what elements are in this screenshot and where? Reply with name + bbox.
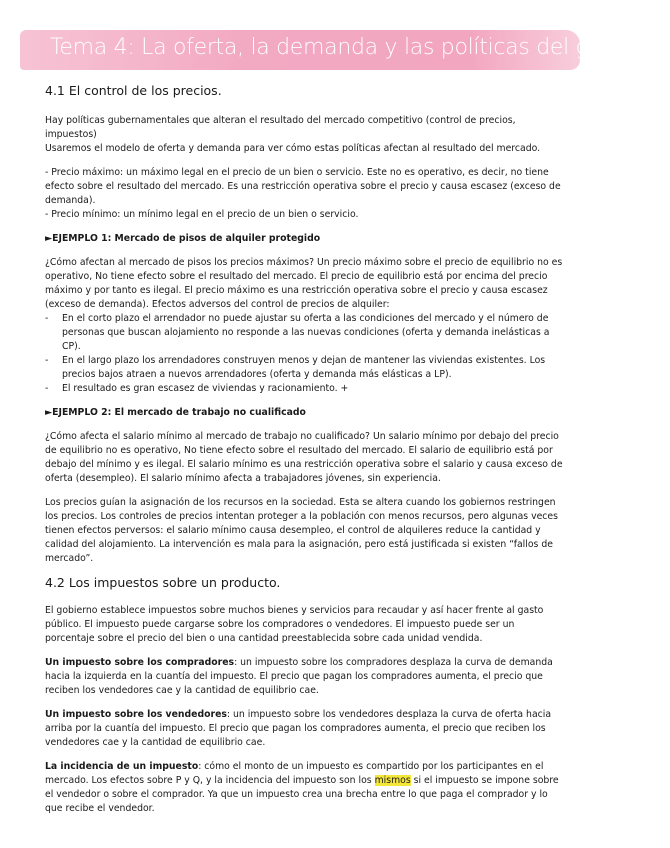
tax-incidence bbox=[45, 760, 563, 816]
tax-on-buyers-label: Un impuesto sobre los compradores bbox=[45, 657, 235, 668]
list-item: - En el largo plazo los arrendadores construyen menos y dejan de mantener las viviendas existentes. Los precios bajos atraen a nuevos arrendadores (oferta y demanda más elásticas a LP). bbox=[45, 354, 563, 382]
definition-price-min: - Precio mínimo: un mínimo legal en el precio de un bien o servicio. bbox=[45, 209, 359, 220]
tax-on-buyers bbox=[45, 656, 563, 698]
closing-paragraph: Los precios guían la asignación de los recursos en la sociedad. Esta se altera cuando los gobiernos restringen los precios. Los controles de precios intentan proteger a la población con menos recursos, pero algunas veces tienen efectos perversos: el salario mínimo causa desempleo, el control de alquileres reduce la cantidad y calidad del alojamiento. La intervención es mala para la asignación, pero está justificada si existen “fallos de mercado”. bbox=[45, 497, 558, 564]
definition-price-max: - Precio máximo: un máximo legal en el precio de un bien o servicio. Este no es operativo, es decir, no tiene efecto sobre el resultado del mercado. Es una restricción operativa sobre el precio y causa escasez (exceso de demanda). bbox=[45, 167, 561, 206]
tax-on-sellers-text: : un impuesto sobre los vendedores desplaza la curva de oferta hacia arriba por la cuantía del impuesto. El precio que pagan los compradores aumenta, el precio que reciben los vendedores cae y la cantidad de equilibrio cae. bbox=[45, 709, 552, 748]
example-1-text: ¿Cómo afectan al mercado de pisos los precios máximos? Un precio máximo sobre el precio de equilibrio no es operativo, No tiene efecto sobre el resultado del mercado. El precio de equilibrio está por encima del precio máximo y por tanto es ilegal. El precio máximo es una restricción operativa sobre el precio y causa escasez (exceso de demanda). Efectos adversos del control de precios de alquiler: bbox=[45, 257, 563, 310]
taxes-intro: El gobierno establece impuestos sobre muchos bienes y servicios para recaudar y así hacer frente al gasto público. El impuesto puede cargarse sobre los compradores o vendedores. El impuesto puede ser un porcentaje sobre el precio del bien o una cantidad preestablecida sobre cada unidad vendida. bbox=[45, 605, 544, 644]
example-2-text: ¿Cómo afecta el salario mínimo al mercado de trabajo no cualificado? Un salario mínimo por debajo del precio de equilibrio no es operativo, No tiene efecto sobre el resultado del mercado. El salario de equilibrio está por debajo del mínimo y es ilegal. El salario mínimo es una restricción operativa sobre el salario y causa exceso de oferta (desempleo). El salario mínimo afecta a trabajadores jóvenes, sin experiencia. bbox=[45, 431, 563, 484]
list-item: - El resultado es gran escasez de viviendas y racionamiento. + bbox=[45, 382, 563, 396]
section-2-heading: 4.2 Los impuestos sobre un producto. bbox=[45, 575, 281, 590]
example-1-title: ►EJEMPLO 1: Mercado de pisos de alquiler protegido bbox=[45, 233, 321, 244]
list-item: - En el corto plazo el arrendador no puede ajustar su oferta a las condiciones del mercado y el número de personas que buscan alojamiento no responde a las nuevas condiciones (oferta y demanda inelásticas a CP). bbox=[45, 312, 563, 354]
tax-incidence-text-b: si el impuesto se impone sobre el vendedor o sobre el comprador. Ya que un impuesto crea una brecha entre lo que paga el comprador y lo que recibe el vendedor. bbox=[45, 775, 559, 814]
tax-on-sellers-label: Un impuesto sobre los vendedores bbox=[45, 709, 227, 720]
tax-incidence-label: La incidencia de un impuesto bbox=[45, 761, 199, 772]
example-1-list bbox=[45, 312, 563, 396]
document-title: Tema 4: La oferta, la demanda y las políticas del gobierno bbox=[50, 35, 670, 60]
tax-on-sellers bbox=[45, 708, 563, 750]
intro-line-2: Usaremos el modelo de oferta y demanda para ver cómo estas políticas afectan al resultado del mercado. bbox=[45, 143, 541, 154]
example-2-title: ►EJEMPLO 2: El mercado de trabajo no cualificado bbox=[45, 407, 306, 418]
section-1-heading: 4.1 El control de los precios. bbox=[45, 83, 222, 98]
tax-on-buyers-text: : un impuesto sobre los compradores desplaza la curva de demanda hacia la izquierda en la cuantía del impuesto. El precio que pagan los compradores aumenta, el precio que reciben los vendedores cae y la cantidad de equilibrio cae. bbox=[45, 657, 553, 696]
document-body bbox=[45, 84, 563, 826]
tax-incidence-text-a: : cómo el monto de un impuesto es compartido por los participantes en el mercado. Los efectos sobre P y Q, y la incidencia del impuesto son los bbox=[45, 761, 544, 786]
highlighted-word: mismos bbox=[374, 775, 411, 786]
intro-line-1: Hay políticas gubernamentales que alteran el resultado del mercado competitivo (control de precios, impuestos) bbox=[45, 115, 516, 140]
